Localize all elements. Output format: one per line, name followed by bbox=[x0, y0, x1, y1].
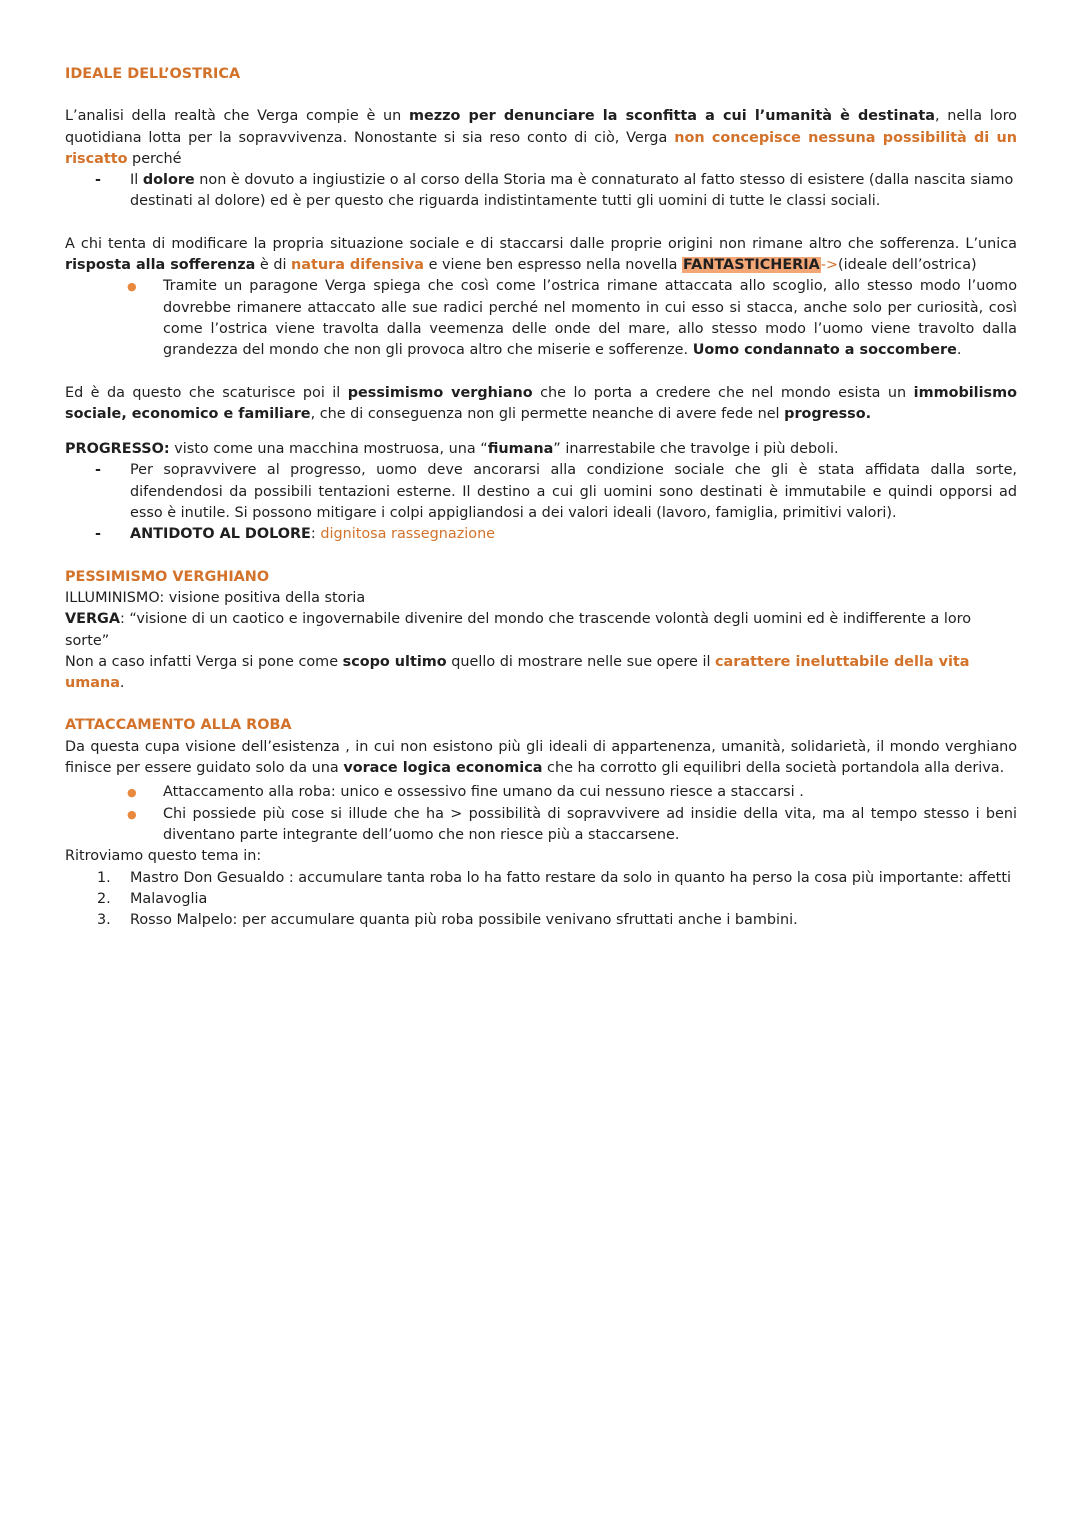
bold-run: scopo ultimo bbox=[342, 653, 447, 670]
text-run: Da questa cupa visione dell’esistenza , in cui non esistono più gli ideali di appartenenza, umanità, solidarietà, il mondo verghiano finisce per essere guidato solo da una bbox=[65, 738, 1017, 777]
list-text: Malavoglia bbox=[130, 890, 208, 907]
list-item bbox=[65, 170, 1017, 213]
text-run: Ed è da questo che scaturisce poi il bbox=[65, 384, 348, 401]
text-run: visto come una macchina mostruosa, una “ bbox=[169, 441, 488, 458]
dash-list bbox=[65, 460, 1017, 545]
paragraph-progresso bbox=[65, 439, 1017, 460]
section-heading-pessimismo: PESSIMISMO VERGHIANO bbox=[65, 568, 270, 585]
text-run: . bbox=[956, 342, 962, 359]
line-verga bbox=[65, 609, 1017, 652]
text-run: è di bbox=[255, 257, 292, 274]
list-number: 2. bbox=[97, 890, 111, 907]
list-item: - Per sopravvivere al progresso, uomo deve ancorarsi alla condizione sociale che gli è stata affidata dalla sorte, difendendosi da possibili tentazioni esterne. Il destino a cui gli uomini sono destinati è immutabile e quindi opporsi ad esso è inutile. Si possono mitigare i colpi appigliandosi a dei valori ideali (lavoro, famiglia, primitivi valori). bbox=[65, 460, 1017, 524]
highlighted-keyword: FANTASTICHERIA bbox=[683, 257, 820, 274]
highlight-run: carattere ineluttabile della vita umana bbox=[65, 653, 970, 692]
text-run: che lo porta a credere che nel mondo esista un bbox=[532, 384, 914, 401]
bold-run: dolore bbox=[142, 172, 195, 189]
bold-run: progresso. bbox=[784, 405, 872, 422]
text-run: . bbox=[119, 675, 125, 692]
bold-run: ANTIDOTO AL DOLORE bbox=[130, 526, 311, 543]
paragraph-sofferenza bbox=[65, 234, 1017, 277]
list-text: Rosso Malpelo: per accumulare quanta più roba possibile venivano sfruttati anche i bambini. bbox=[130, 912, 798, 929]
list-item: ● Chi possiede più cose si illude che ha > possibilità di sopravvivere ad insidie della vita, ma al tempo stesso i beni diventano parte integrante dell’uomo che non riesce più a staccarsene. bbox=[65, 804, 1017, 847]
text-run: , nella loro quotidiana lotta per la sopravvivenza. Nonostante si sia reso conto di ciò, Verga bbox=[65, 108, 1017, 146]
line-illuminismo: ILLUMINISMO: visione positiva della storia bbox=[65, 589, 366, 606]
text-run: : bbox=[310, 526, 321, 543]
text-run: L’analisi della realtà che Verga compie è un bbox=[65, 108, 409, 125]
list-text: Mastro Don Gesualdo : accumulare tanta roba lo ha fatto restare da solo in quanto ha perso la cosa più importante: affetti bbox=[130, 869, 1011, 886]
highlight-run: natura difensiva bbox=[291, 257, 425, 274]
bullet-list bbox=[65, 782, 1017, 846]
text-run: e viene ben espresso nella novella bbox=[424, 257, 682, 274]
text-run: Tramite un paragone Verga spiega che così come l’ostrica rimane attaccata allo scoglio, allo stesso modo l’uomo dovrebbe rimanere attaccato alle sue radici perché nel momento in cui esso si stacca, anche solo per curiosità, così come l’ostrica viene travolta dalla veemenza delle onde del mare, allo stesso modo l’uomo viene travolto dalla grandezza del mondo che non gli provoca altro che miserie e sofferenze. bbox=[163, 278, 1017, 359]
bold-run: pessimismo verghiano bbox=[347, 384, 533, 401]
highlight-run: dignitosa rassegnazione bbox=[320, 526, 496, 543]
bold-run: PROGRESSO: bbox=[65, 441, 170, 458]
highlight-run: non concepisce nessuna possibilità di un riscatto bbox=[65, 129, 1017, 167]
list-item bbox=[65, 276, 1017, 361]
list-item: ● Attaccamento alla roba: unico e ossessivo fine umano da cui nessuno riesce a staccarsi . bbox=[65, 782, 1017, 803]
document-page bbox=[65, 64, 1017, 931]
text-run: : “visione di un caotico e ingovernabile divenire del mondo che trascende volontà degli uomini ed è indifferente a loro sorte” bbox=[65, 611, 972, 649]
line-intro-list: Ritroviamo questo tema in: bbox=[65, 848, 262, 865]
paragraph-intro bbox=[65, 106, 1017, 170]
numbered-list bbox=[65, 868, 1017, 932]
text-run: non è dovuto a ingiustizie o al corso della Storia ma è connaturato al fatto stesso di esistere (dalla nascita siamo destinati al dolore) ed è per questo che riguarda indistintamente tutti gli uomini di tutte le classi sociali. bbox=[130, 172, 1014, 210]
text-run: ” inarrestabile che travolge i più deboli. bbox=[553, 441, 839, 458]
text-run: che ha corrotto gli equilibri della società portandola alla deriva. bbox=[542, 760, 1005, 777]
list-number: 3. bbox=[97, 912, 111, 929]
paragraph-roba bbox=[65, 737, 1017, 780]
text-run: perché bbox=[127, 150, 182, 167]
bold-run: Uomo condannato a soccombere bbox=[692, 342, 957, 359]
list-item bbox=[65, 910, 1017, 931]
paragraph-pessimismo bbox=[65, 383, 1017, 426]
text-run: Il bbox=[130, 172, 143, 189]
list-number: 1. bbox=[97, 869, 111, 886]
dash-list bbox=[65, 170, 1017, 213]
section-heading-roba: ATTACCAMENTO ALLA ROBA bbox=[65, 717, 292, 734]
list-item bbox=[65, 889, 1017, 910]
text-run: (ideale dell’ostrica) bbox=[838, 257, 977, 274]
text-run: A chi tenta di modificare la propria situazione sociale e di staccarsi dalle proprie origini non rimane altro che sofferenza. L’unica bbox=[65, 235, 1017, 252]
list-item bbox=[65, 868, 1017, 889]
bold-run: VERGA bbox=[65, 611, 120, 628]
section-heading-ideale-ostrica: IDEALE DELL’OSTRICA bbox=[65, 66, 241, 82]
bold-run: risposta alla sofferenza bbox=[65, 257, 256, 274]
bullet-list bbox=[65, 276, 1017, 361]
bold-run: vorace logica economica bbox=[343, 760, 543, 777]
line-scopo bbox=[65, 652, 1017, 695]
text-run: , che di conseguenza non gli permette neanche di avere fede nel bbox=[310, 405, 785, 422]
bold-run: fiumana bbox=[487, 441, 554, 458]
list-item bbox=[65, 524, 1017, 545]
bold-run: mezzo per denunciare la sconfitta a cui l’umanità è destinata bbox=[408, 108, 935, 125]
bold-run: immobilismo sociale, economico e familiare bbox=[65, 384, 1017, 422]
text-run: quello di mostrare nelle sue opere il bbox=[446, 653, 716, 670]
arrow-glyph: -> bbox=[820, 257, 839, 274]
text-run: Non a caso infatti Verga si pone come bbox=[65, 653, 343, 670]
